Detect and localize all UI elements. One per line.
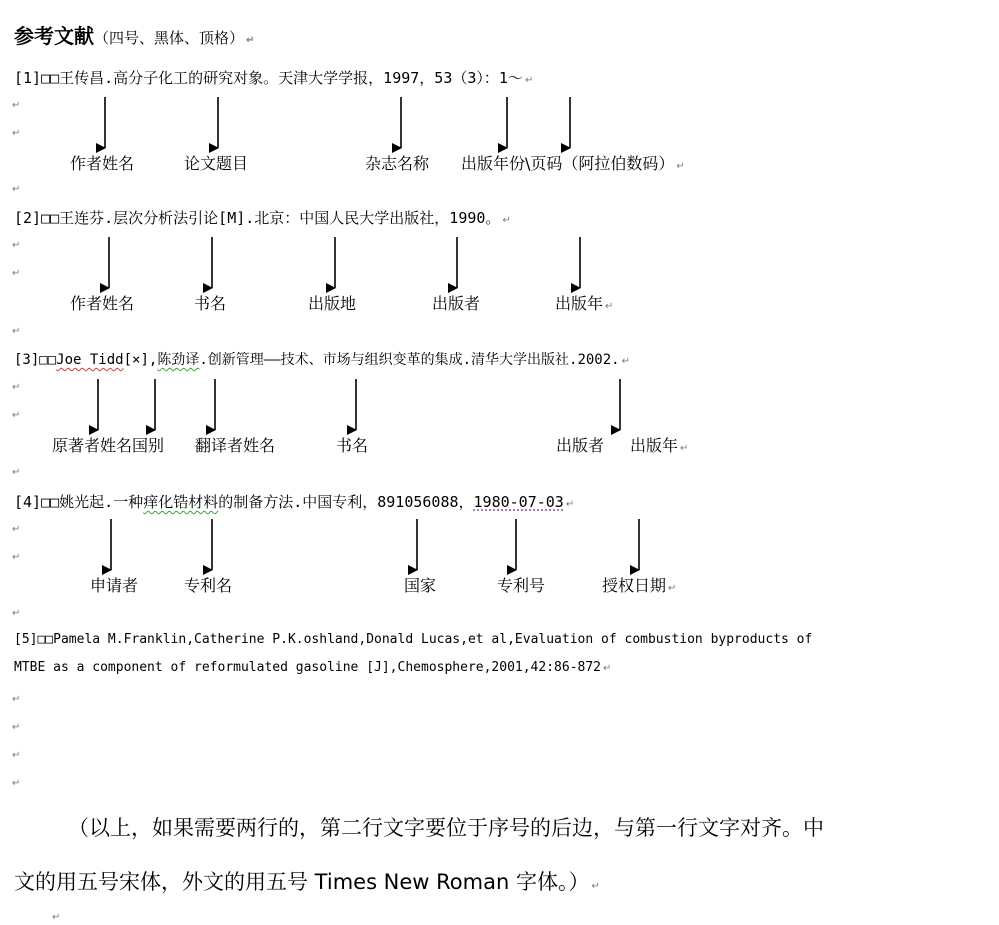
ref3-prefix: [3]□□ xyxy=(14,352,57,368)
ref5-prefix: [5]□□ xyxy=(14,632,54,647)
paragraph-mark-icon: ↵ xyxy=(12,552,21,563)
paragraph-mark-icon: ↵ xyxy=(621,356,630,367)
paragraph-mark-icon: ↵ xyxy=(12,268,21,279)
ref4-after: 的制备方法.中国专利，891056088， xyxy=(218,493,474,511)
ref4-label-patent-name: 专利名 xyxy=(184,576,233,595)
ref4-prefix: [4]□□姚光起.一种 xyxy=(14,493,144,511)
paragraph-mark-icon: ↵ xyxy=(12,184,21,195)
paragraph-mark-icon: ↵ xyxy=(524,75,534,86)
paragraph-mark-icon: ↵ xyxy=(12,326,21,337)
paragraph-mark-icon: ↵ xyxy=(52,912,61,923)
ref3-translator: 陈劲译 xyxy=(157,352,200,368)
paragraph-mark-icon: ↵ xyxy=(12,467,21,478)
ref1-label-title: 论文题目 xyxy=(184,154,249,173)
paragraph-mark-icon: ↵ xyxy=(680,443,689,454)
paragraph-mark-icon: ↵ xyxy=(12,750,21,761)
paragraph-mark-icon: ↵ xyxy=(12,128,21,139)
ref3-label-year-text: 出版年 xyxy=(630,436,679,455)
paragraph-mark-icon: ↵ xyxy=(605,301,614,312)
paragraph-mark-icon: ↵ xyxy=(12,694,21,705)
ref3-label-translator: 翻译者姓名 xyxy=(195,436,276,455)
paragraph-mark-icon: ↵ xyxy=(12,100,21,111)
format-note-line-2-text: 文的用五号宋体，外文的用五号 Times New Roman 字体。） xyxy=(14,870,590,894)
paragraph-mark-icon: ↵ xyxy=(12,382,21,393)
paragraph-mark-icon: ↵ xyxy=(12,778,21,789)
ref5-line1-rest: Pamela M.Franklin,Catherine P.K.oshland,Donald Lucas,et al,Evaluation of combustion byproducts of xyxy=(53,632,813,647)
title-text: 参考文献 xyxy=(14,24,94,48)
paragraph-mark-icon: ↵ xyxy=(603,663,612,674)
paragraph-mark-icon: ↵ xyxy=(12,240,21,251)
ref1-label-journal: 杂志名称 xyxy=(365,154,430,173)
ref4-label-country: 国家 xyxy=(404,576,437,595)
paragraph-mark-icon: ↵ xyxy=(12,524,21,535)
ref5-line2: MTBE as a component of reformulated gasoline [J],Chemosphere,2001,42:86-872 xyxy=(14,660,601,675)
paragraph-mark-icon: ↵ xyxy=(591,881,600,892)
ref2-label-year-text: 出版年 xyxy=(555,294,604,313)
paragraph-mark-icon: ↵ xyxy=(12,722,21,733)
paragraph-mark-icon: ↵ xyxy=(676,161,685,172)
ref2-label-author: 作者姓名 xyxy=(70,294,135,313)
ref3-label-book: 书名 xyxy=(336,436,369,455)
paragraph-mark-icon: ↵ xyxy=(502,215,511,226)
ref4-patent-word: 痒化锆材料 xyxy=(143,493,219,511)
ref3-author: Joe Tidd xyxy=(56,352,124,368)
ref4-label-patent-number: 专利号 xyxy=(497,576,546,595)
ref2-label-book: 书名 xyxy=(194,294,227,313)
paragraph-mark-icon: ↵ xyxy=(246,35,255,46)
ref1-label-author: 作者姓名 xyxy=(70,154,135,173)
ref3-title-rest: .创新管理——技术、市场与组织变革的集成.清华大学出版社.2002. xyxy=(199,352,620,368)
paragraph-mark-icon: ↵ xyxy=(12,608,21,619)
paragraph-mark-icon: ↵ xyxy=(12,410,21,421)
ref2-label-publisher: 出版者 xyxy=(432,294,481,313)
ref3-label-publisher: 出版者 xyxy=(556,436,605,455)
ref1-label-year-pages-text: 出版年份\页码（阿拉伯数码） xyxy=(461,154,675,173)
reference-1-text: [1]□□王传昌.高分子化工的研究对象。天津大学学报，1997，53（3）：1～ xyxy=(14,69,523,87)
ref3-middle: [×], xyxy=(123,352,158,368)
reference-2-text: [2]□□王连芬.层次分析法引论[M].北京：中国人民大学出版社，1990。 xyxy=(14,209,501,227)
ref4-label-applicant: 申请者 xyxy=(90,576,139,595)
ref3-label-author-country: 原著者姓名国别 xyxy=(52,436,165,455)
format-note-line-1: （以上，如果需要两行的，第二行文字要位于序号的后边，与第一行文字对齐。中 xyxy=(68,816,824,840)
ref2-label-place: 出版地 xyxy=(308,294,357,313)
paragraph-mark-icon: ↵ xyxy=(668,583,677,594)
paragraph-mark-icon: ↵ xyxy=(565,499,575,510)
title-format-note: （四号、黑体、顶格） xyxy=(94,29,245,47)
ref4-label-grant-date-text: 授权日期 xyxy=(602,576,667,595)
ref4-date: 1980-07-03 xyxy=(473,493,564,511)
